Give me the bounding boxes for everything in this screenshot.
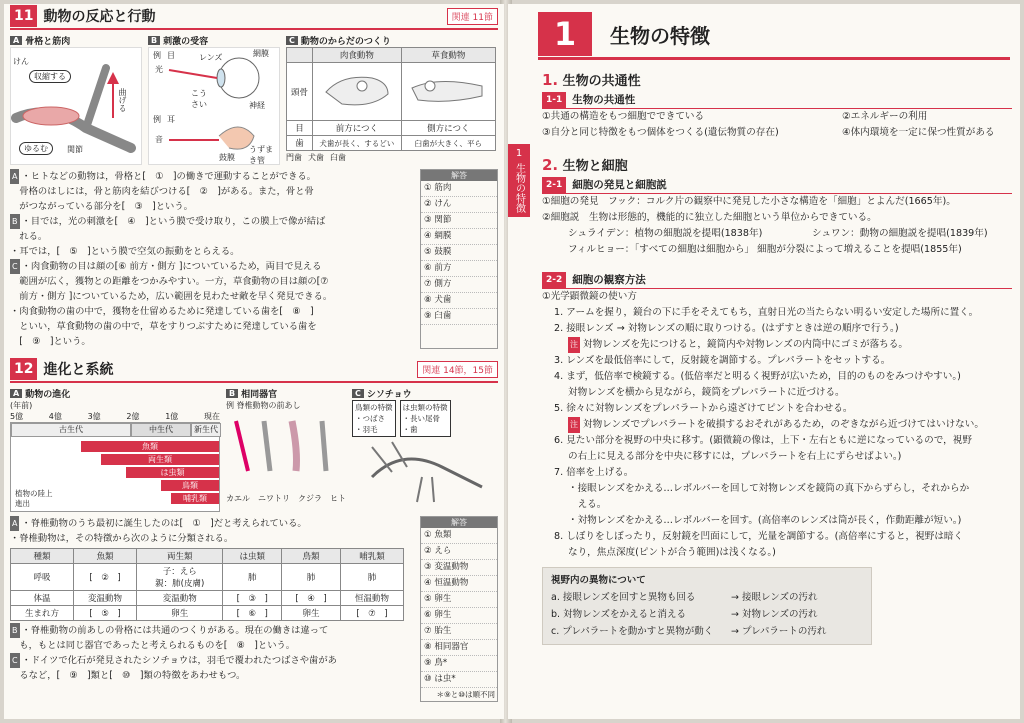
figure-label: 刺激の受容 xyxy=(163,37,209,47)
answer-item: ⑥ 前方 xyxy=(421,261,497,277)
timeline-tick: 2億 xyxy=(126,412,140,421)
answer-item: ④ 恒温動物 xyxy=(421,576,497,592)
question-sentence: ・肉食動物の歯の中で，獲物を仕留めるために発達している歯を[ ⑧ ] xyxy=(10,306,314,317)
label-bend: 曲げる xyxy=(118,88,127,112)
question-line xyxy=(10,259,416,274)
side-tab-number: 1 xyxy=(515,148,523,159)
answer-item: ⑤ 鼓膜 xyxy=(421,245,497,261)
section-11-figures xyxy=(10,34,498,165)
commonality-row-1: ①共通の構造をもつ細胞でできている ②エネルギーの利用 xyxy=(542,111,928,122)
label-incisor: 門歯 xyxy=(286,153,302,162)
table-cell: 呼吸 xyxy=(11,564,74,591)
herbivore-skull xyxy=(401,63,495,121)
step-text: 対物レンズを横から見ながら，鏡筒をプレパラートに近づける。 xyxy=(568,387,845,398)
heading-2: 2. 生物と細胞 xyxy=(542,156,628,174)
question-sentence: ・肉食動物の目は顔の[⑥ 前方・側方 ]についているため，両目で見える xyxy=(21,261,322,272)
step-text: 7. 倍率を上げる。 xyxy=(554,467,634,478)
step-text: ・対物レンズをかえる…レボルバーを回す。(高倍率のレンズは筒が長く，作動距離が短い。) xyxy=(568,515,962,526)
question-mark: C xyxy=(10,653,20,668)
step-line xyxy=(542,545,1012,561)
step-line xyxy=(542,529,1012,545)
group-bar: 鳥類 xyxy=(161,480,219,491)
step-text: なり，焦点深度(ピントが合う範囲)は浅くなる。) xyxy=(568,547,776,558)
section-12-figures xyxy=(10,387,498,512)
label-sound: 音 xyxy=(155,135,163,144)
step-text: 対物レンズでプレパラートを破損するおそれがあるため，のぞきながら近づけてはいけない。 xyxy=(583,419,984,430)
animal-label: ヒト xyxy=(330,494,346,503)
answer-item: ② えら xyxy=(421,544,497,560)
body-structure-table xyxy=(286,47,496,151)
figure-letter: A xyxy=(10,36,22,45)
figure-label: 動物のからだのつくり xyxy=(300,37,391,47)
question-line xyxy=(10,289,416,304)
question-sentence: ・脊椎動物のうち最初に誕生したのは[ ① ]だと考えられている。 xyxy=(21,518,307,529)
question-line xyxy=(10,304,416,319)
question-line xyxy=(10,184,416,199)
step-line xyxy=(542,401,1012,417)
step-line xyxy=(542,305,1012,321)
table-cell: 卵生 xyxy=(282,606,341,621)
question-mark: C xyxy=(10,259,20,274)
step-line xyxy=(542,369,1012,385)
step-text: の右上に見える部分を中央に移すには，プレパラートを右上にずらせばよい。) xyxy=(568,451,902,462)
answer-item: ⑧ 犬歯 xyxy=(421,293,497,309)
question-sentence: といい，草食動物の歯の中で，草をすりつぶすために発達している歯を xyxy=(10,321,317,332)
warning-mark: 注 xyxy=(568,417,580,433)
section-title: 進化と系統 xyxy=(43,362,114,378)
answer-note: ＊⑨と⑩は順不同 xyxy=(436,690,495,699)
box-title: 視野内の異物について xyxy=(551,575,646,586)
cell-teeth-herbivore: 臼歯が大きく、平ら xyxy=(401,136,495,151)
cell-eye-carnivore: 前方につく xyxy=(313,121,402,136)
row-teeth: 歯 xyxy=(287,136,313,151)
answer-header: 解答 xyxy=(421,170,497,181)
answer-item: ⑧ 相同器官 xyxy=(421,640,497,656)
box-cause: b. 対物レンズをかえると消える xyxy=(551,609,687,620)
step-line xyxy=(542,385,1012,401)
question-line xyxy=(10,244,416,259)
step-line xyxy=(542,513,1012,529)
section-12-header xyxy=(10,357,498,383)
heading-2-2: 2-2 細胞の観察方法 xyxy=(542,272,1012,289)
table-header: 両生類 xyxy=(137,549,223,564)
question-line xyxy=(10,319,416,334)
step-line xyxy=(542,497,1012,513)
question-line xyxy=(10,623,412,638)
vertebrate-table xyxy=(10,548,404,621)
animal-label: ニワトリ xyxy=(258,494,290,503)
question-line xyxy=(10,668,412,683)
box-row xyxy=(551,589,863,606)
question-sentence: 骨格のはしには，骨と筋肉を結びつける[ ② ]がある。また，骨と骨 xyxy=(10,186,314,197)
box-result: → プレパラートの汚れ xyxy=(731,626,827,637)
table-cell: 変温動物 xyxy=(137,591,223,606)
answer-item: ⑩ は虫* xyxy=(421,672,497,688)
figure-letter: B xyxy=(226,389,238,398)
figure-a xyxy=(10,34,142,165)
answer-item: ⑤ 卵生 xyxy=(421,592,497,608)
section-11-questions xyxy=(10,169,498,349)
section-number: 12 xyxy=(10,358,37,380)
cell-teeth-carnivore: 犬歯が長く、するどい xyxy=(313,136,402,151)
answer-item: ⑦ 側方 xyxy=(421,277,497,293)
question-sentence: がつながっている部分を[ ③ ]という。 xyxy=(10,201,193,212)
example-mark: 例 xyxy=(153,51,161,60)
timeline-tick: 5億 xyxy=(10,412,24,421)
question-sentence: ・耳では，[ ⑤ ]という膜で空気の振動をとらえる。 xyxy=(10,246,240,257)
chapter-title: 生物の特徴 xyxy=(610,24,710,48)
timeline-ticks xyxy=(10,411,220,422)
cell-discovery: ①細胞の発見 フック：コルク片の観察中に発見した小さな構造を「細胞」とよんだ(1665年)。 xyxy=(542,196,956,207)
microscope-steps xyxy=(542,305,1012,561)
table-cell: 肺 xyxy=(282,564,341,591)
reptile-traits: は虫類の特徴 ・長い尾骨 ・歯 xyxy=(400,400,451,437)
label-tendon: けん xyxy=(13,57,29,66)
table-cell: [ ⑦ ] xyxy=(340,606,403,621)
label-molar: 臼歯 xyxy=(330,153,346,162)
group-bar: は虫類 xyxy=(126,467,219,478)
table-cell: 肺 xyxy=(340,564,403,591)
label-ear: 耳 xyxy=(167,115,175,124)
heading-1-1: 1-1 生物の共通性 xyxy=(542,92,1012,109)
question-sentence: れる。 xyxy=(10,231,48,242)
answer-item: ③ 関節 xyxy=(421,213,497,229)
chapter-number: 1 xyxy=(538,12,592,56)
commonality-row-2: ③自分と同じ特徴をもつ個体をつくる(遺伝物質の存在) ④体内環境を一定に保つ性質がある xyxy=(542,127,995,138)
carnivore-skull xyxy=(313,63,402,121)
related-badge: 関連 11節 xyxy=(447,8,498,25)
step-line xyxy=(542,465,1012,481)
related-badge: 関連 14節，15節 xyxy=(417,361,498,378)
arm-illustration xyxy=(10,47,142,165)
table-cell: 恒温動物 xyxy=(340,591,403,606)
era-band: 中生代 xyxy=(131,423,191,437)
figure-caption: 脊椎動物の前あし xyxy=(236,401,301,410)
chapter-content xyxy=(542,66,1012,645)
answer-item: ⑨ 鳥* xyxy=(421,656,497,672)
question-sentence: ・目では，光の刺激を[ ④ ]という膜で受け取り，この膜上で像が結ば xyxy=(21,216,326,227)
chapter-side-tab xyxy=(508,144,530,217)
figure-c xyxy=(286,34,498,165)
question-text xyxy=(10,169,420,349)
foreign-matter-box xyxy=(542,567,872,645)
label-retina: 網膜 xyxy=(253,49,269,58)
table-cell: [ ⑤ ] xyxy=(74,606,137,621)
question-line xyxy=(10,653,412,668)
table-cell: 卵生 xyxy=(137,606,223,621)
answer-item: ③ 変温動物 xyxy=(421,560,497,576)
table-header: は虫類 xyxy=(223,549,282,564)
label-joint: 関節 xyxy=(67,145,83,154)
question-line xyxy=(10,229,416,244)
bird-traits: 鳥類の特徴 ・つばさ ・羽毛 xyxy=(352,400,396,437)
figure-label: 相同器官 xyxy=(241,390,278,400)
figure-letter: C xyxy=(352,389,364,398)
table-header: 魚類 xyxy=(74,549,137,564)
label-contract: 収縮する xyxy=(29,70,71,83)
step-text: 5. 徐々に対物レンズをプレパラートから遠ざけてピントを合わせる。 xyxy=(554,403,853,414)
chapter-header xyxy=(538,12,1010,60)
step-line xyxy=(542,433,1012,449)
label-relax: ゆるむ xyxy=(19,142,53,155)
question-sentence: ・ヒトなどの動物は，骨格と[ ① ]の働きで運動することができる。 xyxy=(21,171,316,182)
table-cell: [ ⑥ ] xyxy=(223,606,282,621)
step-line xyxy=(542,321,1012,337)
question-sentence: ・脊椎動物は，その特徴から次のように分類される。 xyxy=(10,533,234,544)
step-line xyxy=(542,337,1012,353)
forelimb-drawing xyxy=(226,411,344,489)
step-text: 8. しぼりをしぼったり，反射鏡を凹面にして，光量を調節する。(高倍率にすると，視野は暗く xyxy=(554,531,964,542)
answer-item: ④ 網膜 xyxy=(421,229,497,245)
answer-header: 解答 xyxy=(421,517,497,528)
step-text: ・接眼レンズをかえる…レボルバーを回して対物レンズを鏡筒の真下からずらし，それからか xyxy=(568,483,970,494)
table-cell: [ ② ] xyxy=(74,564,137,591)
box-result: → 対物レンズの汚れ xyxy=(731,609,818,620)
question-line xyxy=(10,214,416,229)
question-line xyxy=(10,516,412,531)
cell-eye-herbivore: 側方につく xyxy=(401,121,495,136)
archaeopteryx-drawing xyxy=(352,437,490,507)
section-title: 動物の反応と行動 xyxy=(43,9,156,25)
section-11-header xyxy=(10,4,498,30)
label-eye: 目 xyxy=(167,51,175,60)
question-line xyxy=(10,199,416,214)
land-plants-label: 植物の陸上進出 xyxy=(15,489,53,508)
timeline-tick: 現在 xyxy=(203,412,220,421)
step-line xyxy=(542,417,1012,433)
step-text: 3. レンズを最低倍率にして，反射鏡を調節する。プレパラートをセットする。 xyxy=(554,355,891,366)
label-cochlea: うずまき管 xyxy=(249,145,273,165)
heading-1: 1. 生物の共通性 xyxy=(542,71,641,89)
warning-mark: 注 xyxy=(568,337,580,353)
section-12-questions xyxy=(10,516,498,702)
animal-label: クジラ xyxy=(298,494,322,503)
table-header: 哺乳類 xyxy=(340,549,403,564)
animal-label: カエル xyxy=(226,494,250,503)
microscope-usage-title: ①光学顕微鏡の使い方 xyxy=(542,291,637,302)
left-page xyxy=(4,4,504,719)
timeline-chart xyxy=(10,422,220,512)
answer-box xyxy=(420,516,498,702)
question-sentence: [ ⑨ ]という。 xyxy=(10,336,91,347)
cell-theory: ②細胞説 生物は形態的，機能的に独立した細胞という単位からできている。 xyxy=(542,212,877,223)
label-eardrum: 鼓膜 xyxy=(219,153,235,162)
step-text: 6. 見たい部分を視野の中央に移す。(顕微鏡の像は，上下・左右ともに逆になっているので，視野 xyxy=(554,435,972,446)
table-cell: [ ③ ] xyxy=(223,591,282,606)
step-text: 4. まず，低倍率で検鏡する。(低倍率だと明るく視野が広いため，目的のものをみつけやすい。) xyxy=(554,371,961,382)
table-header: 鳥類 xyxy=(282,549,341,564)
col-herbivore: 草食動物 xyxy=(401,48,495,63)
step-text: 2. 接眼レンズ → 対物レンズの順に取りつける。(はずすときは逆の順序で行う。) xyxy=(554,323,899,334)
figure-b xyxy=(148,34,280,165)
question-line xyxy=(10,169,416,184)
box-cause: a. 接眼レンズを回すと異物も回る xyxy=(551,592,696,603)
era-band: 新生代 xyxy=(191,423,221,437)
question-line xyxy=(10,531,412,546)
table-row xyxy=(11,564,404,591)
theory-proponents: シュライデン：植物の細胞説を提唱(1838年) シュワン：動物の細胞説を提唱(1839年) xyxy=(568,228,988,239)
box-row xyxy=(551,606,863,623)
table-header: 種類 xyxy=(11,549,74,564)
step-line xyxy=(542,353,1012,369)
answer-item: ⑥ 卵生 xyxy=(421,608,497,624)
figure-letter: B xyxy=(148,36,160,45)
figure-label: 骨格と筋肉 xyxy=(25,37,71,47)
table-cell: 変温動物 xyxy=(74,591,137,606)
question-mark: B xyxy=(10,623,20,638)
table-row xyxy=(11,606,404,621)
step-line xyxy=(542,481,1012,497)
group-bar: 哺乳類 xyxy=(171,493,219,504)
col-carnivore: 肉食動物 xyxy=(313,48,402,63)
heading-2-1: 2-1 細胞の発見と細胞説 xyxy=(542,177,1012,194)
box-result: → 接眼レンズの汚れ xyxy=(731,592,818,603)
side-tab-label: 生物の特徴 xyxy=(513,163,525,213)
box-cause: c. プレパラートを動かすと異物が動く xyxy=(551,626,714,637)
question-mark: A xyxy=(10,169,19,184)
question-line xyxy=(10,274,416,289)
table-cell: 生まれ方 xyxy=(11,606,74,621)
table-cell: [ ④ ] xyxy=(282,591,341,606)
question-line xyxy=(10,638,412,653)
figure-letter: C xyxy=(286,36,298,45)
homologous-figure xyxy=(226,387,346,512)
question-sentence: 範囲が広く，獲物との距離をつかみやすい。一方，草食動物の目は顔の[⑦ xyxy=(10,276,329,287)
question-text-2 xyxy=(10,623,416,683)
row-eye: 目 xyxy=(287,121,313,136)
figure-label: 動物の進化 xyxy=(25,390,71,400)
timeline-tick: 1億 xyxy=(165,412,179,421)
figure-letter: A xyxy=(10,389,22,398)
step-text: 対物レンズを先につけると，鏡筒内や対物レンズの内筒中にゴミが落ちる。 xyxy=(583,339,908,350)
question-sentence: も，もとは同じ器官であったと考えられるものを[ ⑧ ]という。 xyxy=(10,640,296,651)
question-mark: A xyxy=(10,516,19,531)
row-skull: 頭骨 xyxy=(287,63,313,121)
right-page xyxy=(508,4,1020,719)
table-cell: 子：えら 親：肺(皮膚) xyxy=(137,564,223,591)
answer-item: ⑨ 臼歯 xyxy=(421,309,497,325)
group-bar: 魚類 xyxy=(81,441,219,452)
virchow-line: フィルヒョー：「すべての細胞は細胞から」 細胞が分裂によって増えることを提唱(1855年) xyxy=(568,244,962,255)
question-sentence: ・ドイツで化石が発見されたシソチョウは，羽毛で覆われたつばさや歯があ xyxy=(21,655,337,666)
archaeopteryx-figure xyxy=(352,387,492,512)
example-mark: 例 xyxy=(226,401,234,410)
step-text: 1. アームを握り，鏡台の下に手をそえてもち，直射日光の当たらない明るい安定した場所に置く。 xyxy=(554,307,979,318)
question-sentence: るなど，[ ⑨ ]類と[ ⑩ ]類の特徴をあわせもつ。 xyxy=(10,670,246,681)
step-text: える。 xyxy=(568,499,607,510)
answer-item: ⑦ 胎生 xyxy=(421,624,497,640)
timeline-tick: 4億 xyxy=(48,412,62,421)
label-iris: こうさい xyxy=(191,89,207,109)
animal-labels xyxy=(226,493,346,504)
example-mark: 例 xyxy=(153,115,161,124)
question-sentence: 前方・側方 ]についているため，広い範囲を見わたせ敵を早く発見できる。 xyxy=(10,291,333,302)
table-cell: 肺 xyxy=(223,564,282,591)
answer-item: ① 魚類 xyxy=(421,528,497,544)
label-lens: レンズ xyxy=(199,53,223,62)
timeline-tick: 3億 xyxy=(87,412,101,421)
step-line xyxy=(542,449,1012,465)
question-sentence: ・脊椎動物の前あしの骨格には共通のつくりがある。現在の働きは違って xyxy=(21,625,329,636)
section-number: 11 xyxy=(10,5,37,27)
year-unit: (年前) xyxy=(10,401,33,410)
box-row xyxy=(551,623,863,640)
figure-label: シソチョウ xyxy=(366,390,412,400)
table-row xyxy=(11,591,404,606)
answer-box xyxy=(420,169,498,349)
sense-illustration xyxy=(148,47,280,165)
evolution-figure xyxy=(10,387,220,512)
question-mark: B xyxy=(10,214,20,229)
question-line xyxy=(10,334,416,349)
group-bar: 両生類 xyxy=(101,454,219,465)
label-light: 光 xyxy=(155,65,163,74)
table-cell: 体温 xyxy=(11,591,74,606)
answer-item: ① 筋肉 xyxy=(421,181,497,197)
label-nerve: 神経 xyxy=(249,101,265,110)
era-band: 古生代 xyxy=(11,423,131,437)
question-text xyxy=(10,516,416,546)
answer-item: ② けん xyxy=(421,197,497,213)
label-canine: 犬歯 xyxy=(308,153,324,162)
